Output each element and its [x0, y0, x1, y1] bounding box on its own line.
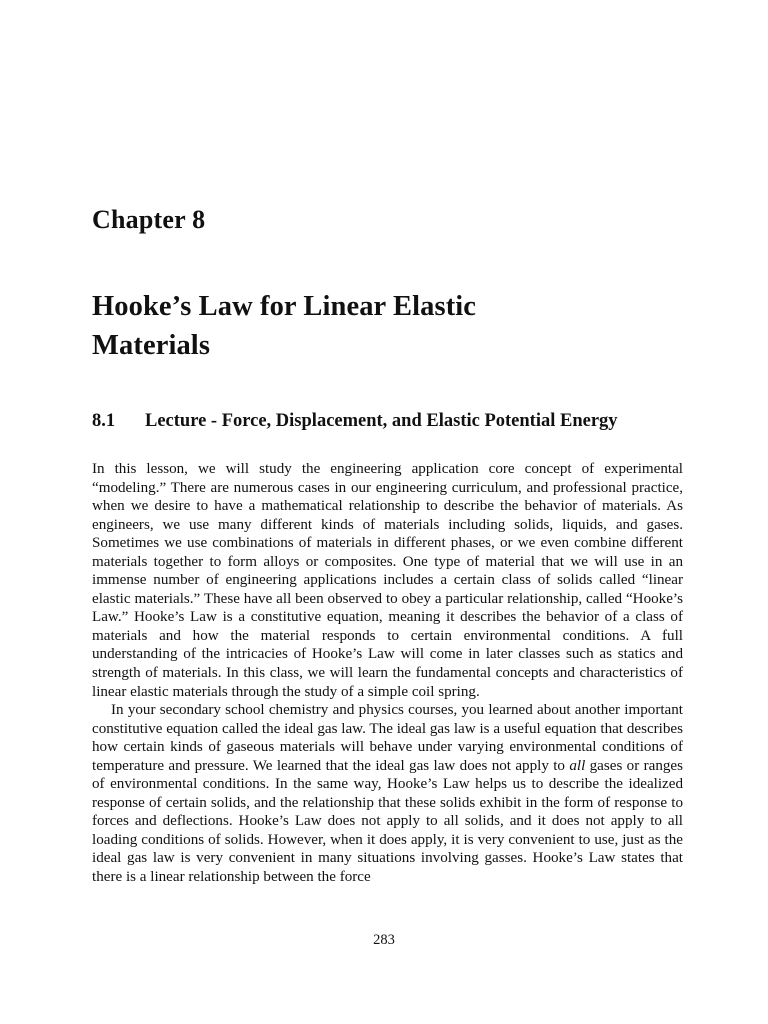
paragraph-2 — [92, 701, 683, 886]
paragraph-2-emphasis: all — [569, 757, 586, 774]
page-number: 283 — [373, 932, 395, 948]
chapter-title: Hooke’s Law for Linear Elastic Materials — [92, 291, 477, 362]
section-title: Lecture - Force, Displacement, and Elastic Potential Energy — [145, 411, 618, 432]
section-heading — [92, 408, 688, 434]
paragraph-2-segment-2: gases or ranges of environmental conditions. In the same way, Hooke’s Law helps us to describe the idealized response of certain solids, and the relationship that these solids exhibit in the form of response to forces and deflections. Hooke’s Law does not apply to all solids, and it does not apply to all loading conditions of solids. However, when it does apply, it is very convenient to use, just as the ideal gas law is very convenient in many situations involving gasses. Hooke’s Law states that there is a linear relationship between the force — [92, 757, 683, 886]
paragraph-1: In this lesson, we will study the engineering application core concept of experimental “modeling.” There are numerous cases in our engineering curriculum, and professional practice, when we desire to have a mathematical relationship to describe the behavior of materials. As engineers, we use many different kinds of materials including solids, liquids, and gases. Sometimes we use combinations of materials in different phases, or we even combine different materials together to form alloys or composites. One type of material that we will use in an immense number of engineering applications includes a certain class of solids called “linear elastic materials.” These have all been observed to obey a particular relationship, called “Hooke’s Law.” Hooke’s Law is a constitutive equation, meaning it describes the behavior of a class of materials and how the material responds to certain environmental conditions. A full understanding of the intricacies of Hooke’s Law will come in later classes such as statics and strength of materials. In this class, we will learn the fundamental concepts and characteristics of linear elastic materials through the study of a simple coil spring. — [92, 461, 683, 700]
body-text — [92, 460, 683, 887]
paragraph-2-segment-1: In your secondary school chemistry and physics courses, you learned about another important constitutive equation called the ideal gas law. The ideal gas law is a useful equation that describes how certain kinds of gaseous materials will behave under varying environmental conditions of temperature and pressure. We learned that the ideal gas law does not apply to — [92, 702, 683, 774]
chapter-label: Chapter 8 — [92, 205, 206, 234]
section-number: 8.1 — [92, 411, 116, 432]
